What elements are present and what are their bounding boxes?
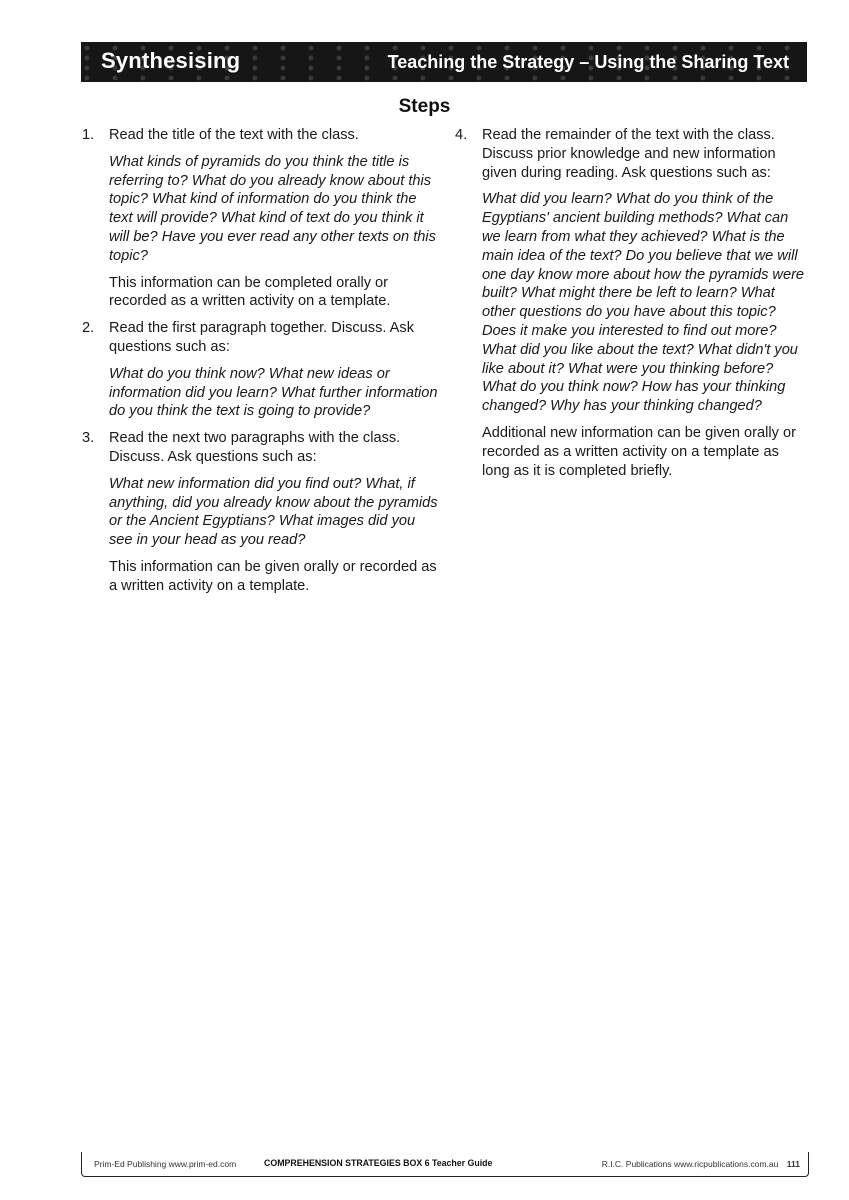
step-note: Additional new information can be given orally or recorded as a written activity on a template as long as it is completed briefly.	[482, 424, 796, 479]
step-2	[82, 319, 440, 421]
step-questions: What new information did you find out? What, if anything, did you already know about the pyramids or the Ancient Egyptians? What images did you see in your head as you read?	[109, 475, 438, 549]
footer-title: COMPREHENSION STRATEGIES BOX 6 Teacher Guide	[264, 1158, 493, 1168]
page-footer	[81, 1152, 809, 1177]
step-note: This information can be completed orally or recorded as a written activity on a template.	[109, 274, 391, 310]
left-column	[82, 126, 440, 604]
step-instruction: Read the remainder of the text with the class. Discuss prior knowledge and new information given during reading. Ask questions such as:	[482, 127, 776, 181]
step-questions: What did you learn? What do you think of the Egyptians' ancient building methods? What can we learn from what they achieved? What is the main idea of the text? Do you believe that we will one day know more about how the pyramids were built? What might there be left to learn? What other questions do you have about this topic? Does it make you interested to find out more? What did you like about the text? What didn't you like about it? What were you thinking before? What do you think now? How has your thinking changed? Why has your thinking changed?	[482, 191, 805, 415]
step-questions: What kinds of pyramids do you think the title is referring to? What do you already know about this topic? What kind of information do you think the text will provide? What kind of text do you think it will be? Have you ever read any other texts on this topic?	[109, 153, 436, 264]
step-number: 4.	[455, 127, 468, 143]
step-instruction: Read the title of the text with the class.	[109, 127, 359, 143]
step-number: 1.	[82, 127, 95, 143]
footer-ric: R.I.C. Publications www.ricpublications.com.au	[601, 1159, 779, 1169]
step-1	[82, 126, 440, 311]
right-column	[455, 126, 809, 488]
step-3	[82, 429, 440, 595]
step-number: 2.	[82, 320, 95, 337]
step-instruction: Read the next two paragraphs with the class. Discuss. Ask questions such as:	[109, 430, 401, 465]
step-4	[455, 126, 809, 480]
footer-publisher: Prim-Ed Publishing www.prim-ed.com	[94, 1159, 237, 1169]
page-number: 111	[786, 1159, 800, 1169]
page-heading: Steps	[398, 96, 451, 117]
step-instruction: Read the first paragraph together. Discuss. Ask questions such as:	[109, 320, 415, 355]
step-note: This information can be given orally or recorded as a written activity on a template.	[109, 558, 437, 594]
step-number: 3.	[82, 430, 95, 447]
section-title: Synthesising	[101, 48, 241, 73]
footer-right	[602, 1159, 800, 1169]
header-banner	[81, 42, 807, 82]
section-subtitle: Teaching the Strategy – Using the Sharing Text	[387, 52, 789, 72]
step-questions: What do you think now? What new ideas or information did you learn? What further information do you think the text is going to provide?	[109, 365, 438, 420]
